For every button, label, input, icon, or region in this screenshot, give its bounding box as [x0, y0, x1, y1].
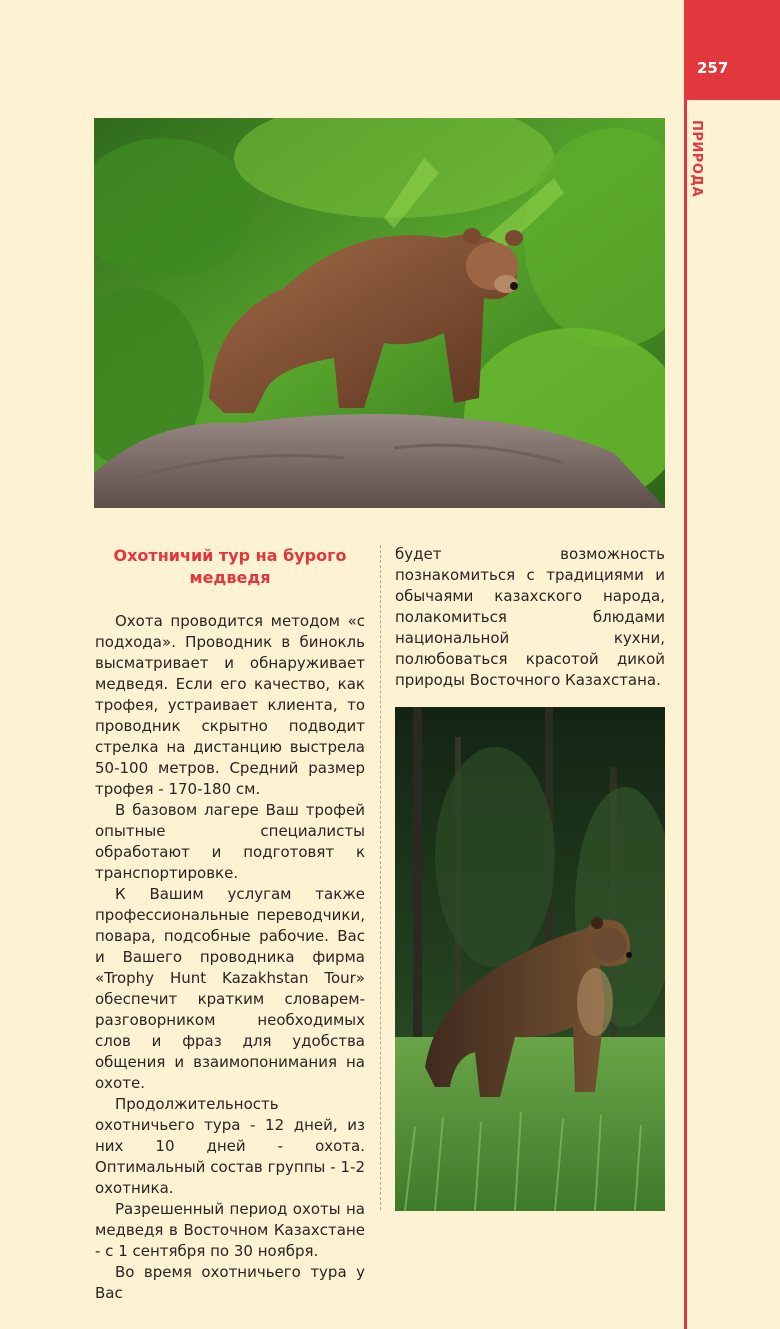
paragraph: Разрешенный период охоты на медведя в Восточном Казахстане - с 1 сентября по 30 ноября. — [95, 1200, 365, 1260]
page-number: 257 — [697, 59, 729, 77]
paragraph: Охота проводится методом «с подхода». Проводник в бинокль высматривает и обнаруживает медведя. Если его качество, как трофея, устраивает клиента, то проводник скрытно подводит стрелка на дистанцию выстрела 50-100 метров. Средний размер трофея - 170-180 см. — [95, 612, 365, 798]
bear-in-meadow-photo — [395, 707, 665, 1211]
bear-on-rock-photo — [94, 118, 665, 508]
paragraph: Во время охотничьего тура у Вас — [95, 1263, 365, 1302]
right-column — [395, 544, 665, 691]
paragraph: Продолжительность охотничьего тура - 12 дней, из них 10 дней - охота. Оптимальный состав группы - 1-2 охотника. — [95, 1095, 365, 1197]
page-number-tab — [686, 0, 780, 100]
paragraph: К Вашим услугам также профессиональные переводчики, повара, подсобные рабочие. Вас и Вашего проводника фирма «Trophy Hunt Kazakhstan Tour» обеспечит кратким словарем-разговорником необходимых слов и фраз для удобства общения и взаимопонимания на охоте. — [95, 885, 365, 1092]
article-title: Охотничий тур на бурого медведя — [113, 546, 347, 587]
paragraph-continued: будет возможность познакомиться с традициями и обычаями казахского народа, полакомиться блюдами национальной кухни, полюбоваться красотой дикой природы Восточного Казахстана. — [395, 545, 665, 689]
left-column — [95, 611, 365, 1304]
paragraph: В базовом лагере Ваш трофей опытные специалисты обработают и подготовят к транспортировке. — [95, 801, 365, 882]
column-divider — [380, 545, 381, 1210]
section-label: ПРИРОДА — [689, 120, 704, 198]
